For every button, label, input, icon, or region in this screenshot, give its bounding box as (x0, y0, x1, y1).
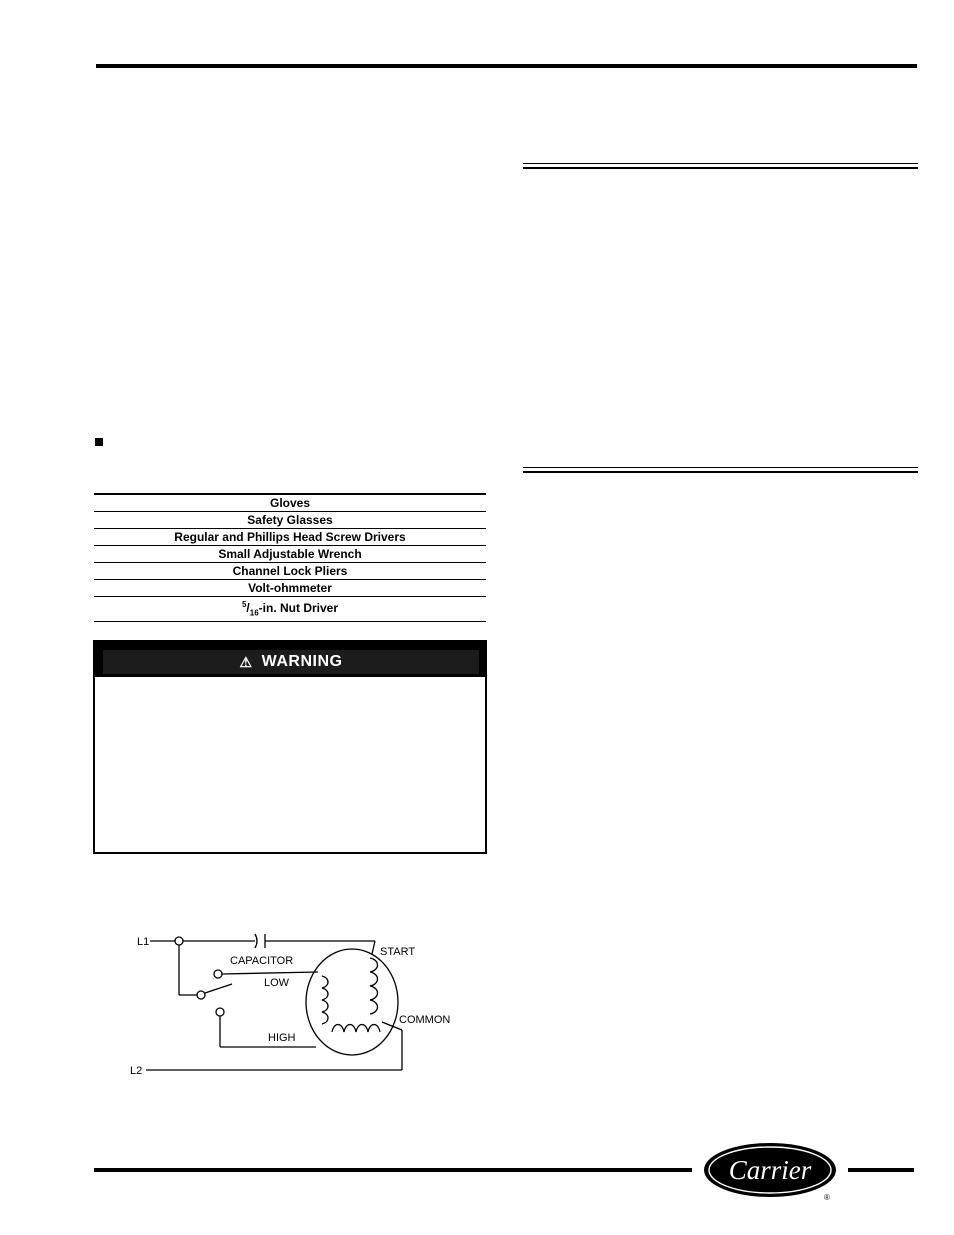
fraction-numerator: 5 (241, 600, 247, 609)
start-lead (372, 941, 375, 954)
label-high: HIGH (268, 1032, 296, 1044)
capacitor-plate-curved (255, 934, 257, 948)
label-start: START (380, 946, 416, 958)
table-cell-nut-driver: $^5/_{16}-in$. Nut Driver (94, 597, 486, 622)
nut-driver-label: -in. Nut Driver (258, 601, 339, 615)
switch-blade (205, 984, 232, 993)
footer-rule-right (848, 1168, 914, 1172)
table-cell: Channel Lock Pliers (94, 563, 486, 580)
bullet-square (95, 438, 103, 446)
label-low: LOW (264, 977, 290, 989)
low-winding-coil (322, 976, 328, 1024)
warning-title: WARNING (261, 653, 343, 670)
table-row (94, 597, 486, 622)
label-l2: L2 (130, 1065, 143, 1077)
section-divider-top (523, 163, 918, 169)
warning-title-bar (103, 650, 479, 674)
label-capacitor: CAPACITOR (230, 955, 294, 967)
tools-table (94, 493, 486, 622)
low-wire (222, 972, 318, 974)
warning-header (95, 642, 485, 677)
table-cell: Safety Glasses (94, 512, 486, 529)
table-row (94, 546, 486, 563)
table-cell: Small Adjustable Wrench (94, 546, 486, 563)
fraction-denominator: 16 (249, 608, 259, 618)
switch-pivot (197, 991, 205, 999)
table-row (94, 563, 486, 580)
label-l1: L1 (137, 936, 150, 948)
table-row (94, 529, 486, 546)
run-winding-coil (332, 1025, 380, 1033)
warning-box (93, 640, 487, 854)
logo-wordmark: Carrier (728, 1155, 812, 1185)
label-common: COMMON (399, 1014, 451, 1026)
table-row (94, 580, 486, 597)
registered-mark: ® (824, 1193, 830, 1202)
high-terminal (216, 1008, 224, 1016)
low-terminal (214, 970, 222, 978)
warning-triangle-icon: ⚠ (239, 653, 253, 670)
start-winding-coil (370, 958, 378, 1014)
table-row (94, 494, 486, 512)
section-divider-middle (523, 467, 918, 473)
table-cell: Gloves (94, 494, 486, 512)
motor-wiring-diagram (120, 920, 480, 1090)
table-cell: Volt-ohmmeter (94, 580, 486, 597)
header-rule (96, 64, 917, 68)
footer-rule-left (94, 1168, 692, 1172)
table-row (94, 512, 486, 529)
l1-terminal (175, 937, 183, 945)
motor-housing (306, 949, 398, 1055)
carrier-logo (702, 1140, 842, 1204)
table-cell: Regular and Phillips Head Screw Drivers (94, 529, 486, 546)
